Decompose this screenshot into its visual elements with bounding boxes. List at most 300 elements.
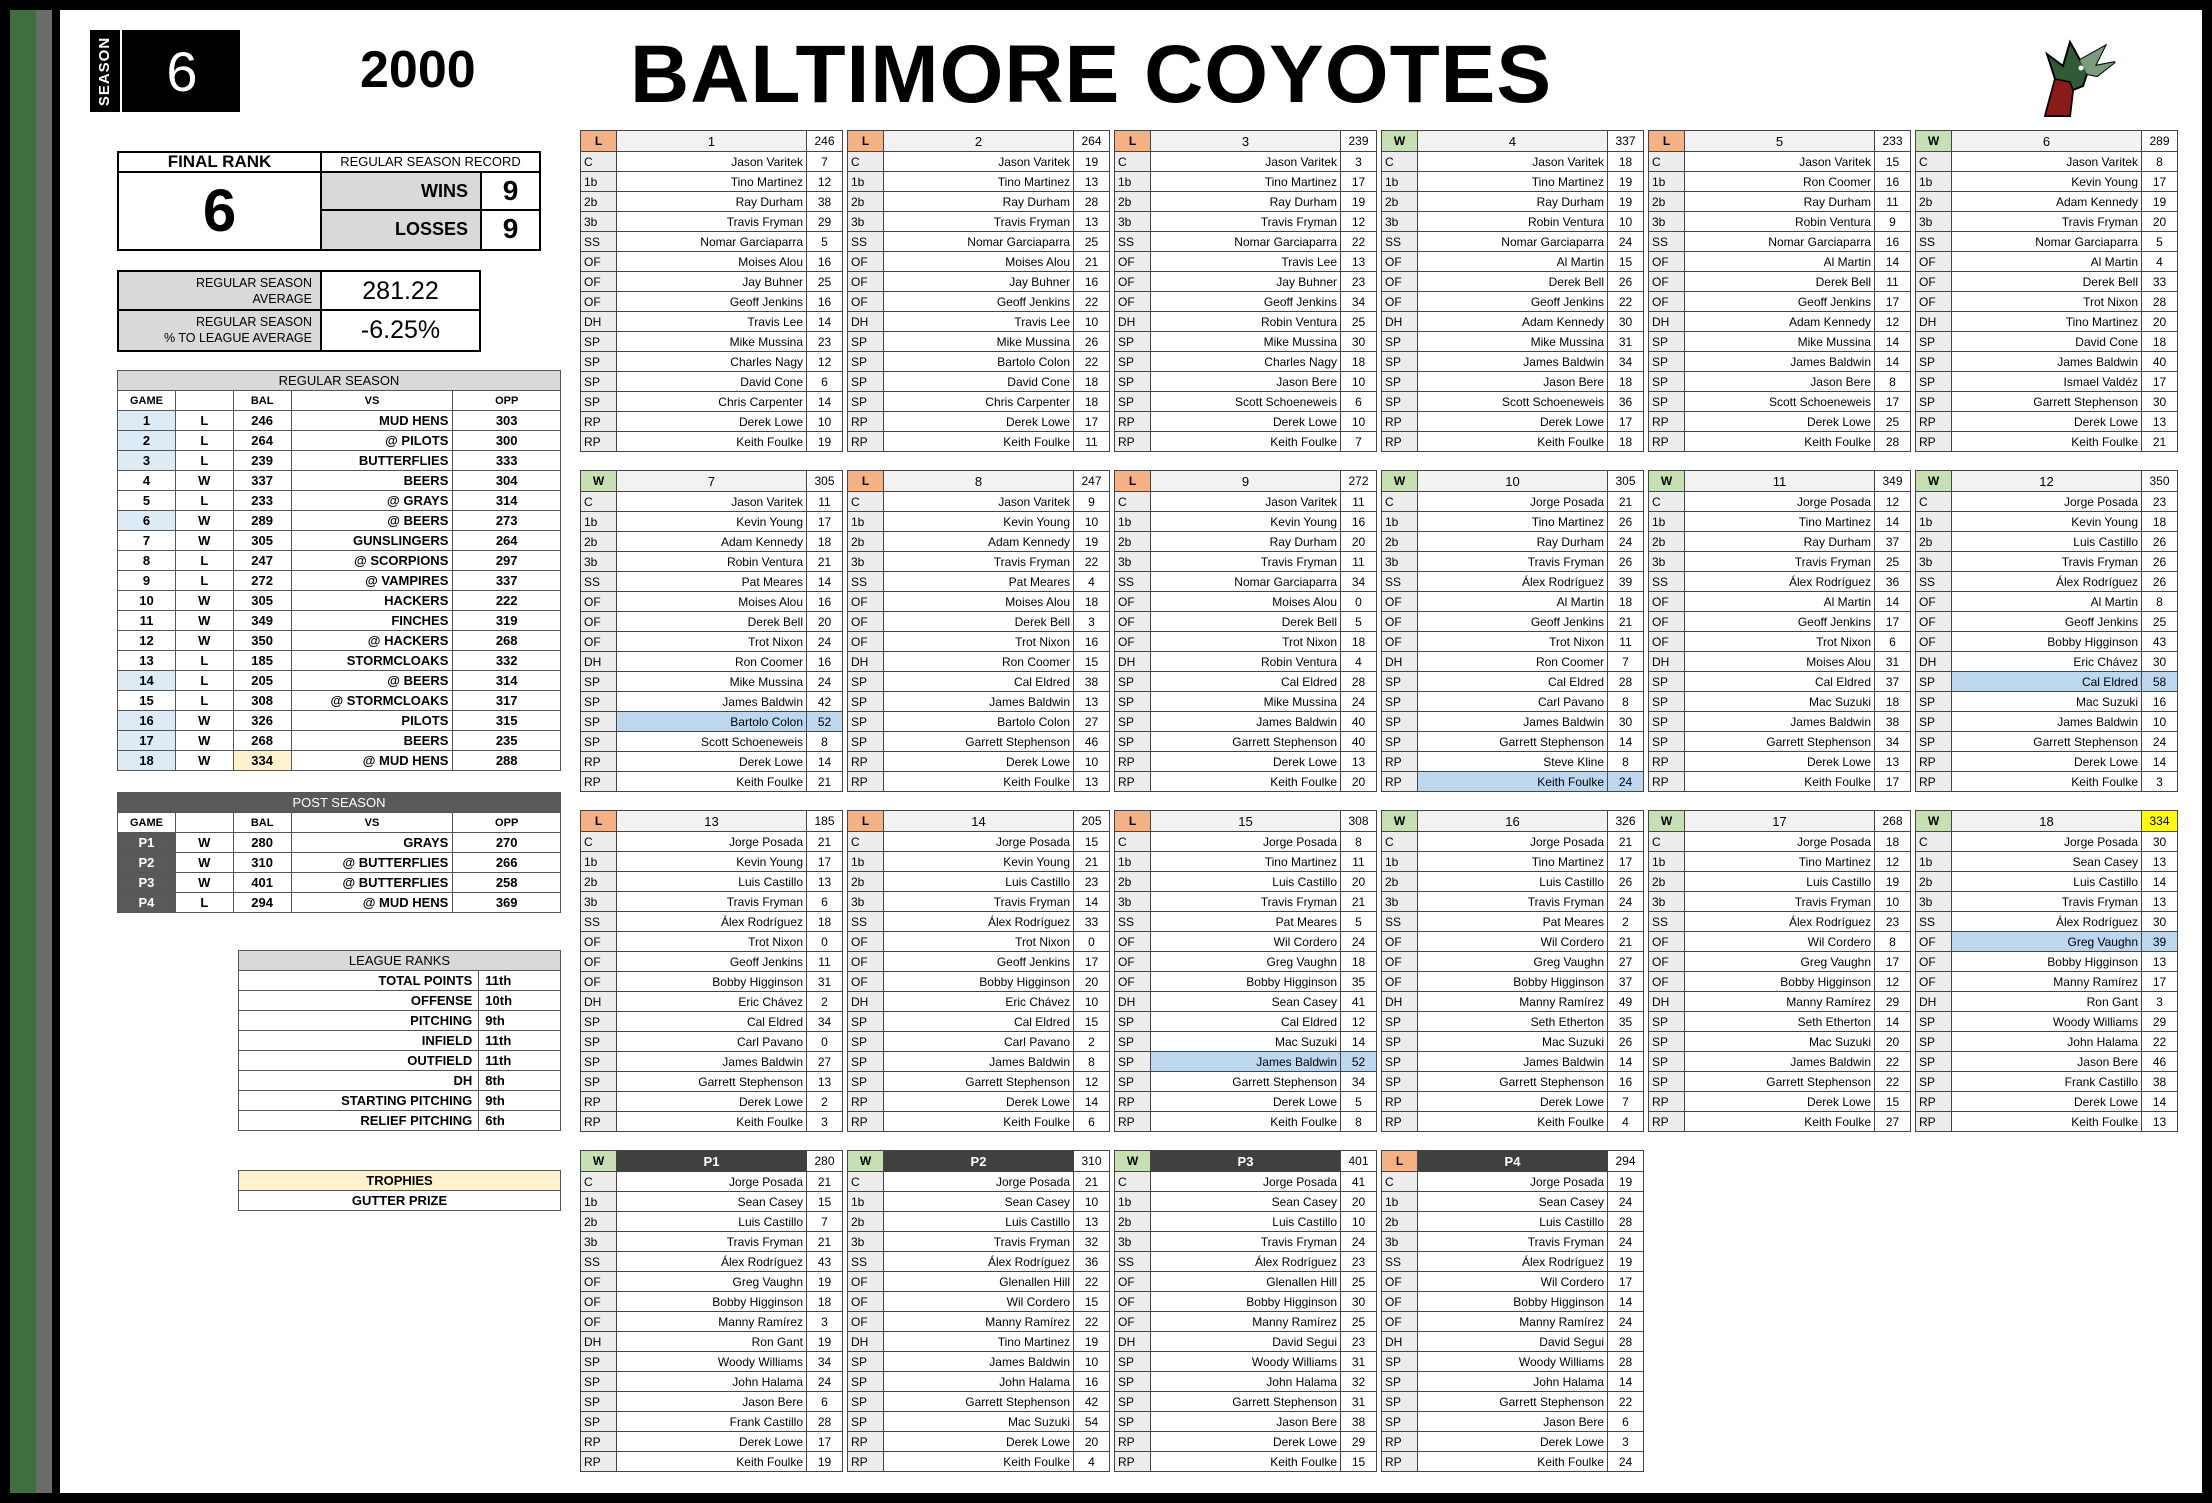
player-position: 3b: [1115, 892, 1151, 912]
player-name: Travis Fryman: [1418, 1232, 1608, 1252]
game-row: [118, 411, 561, 431]
week-score: 294: [1608, 1151, 1644, 1172]
lineup-row: [581, 892, 843, 912]
player-points: 22: [1875, 1072, 1911, 1092]
player-name: Luis Castillo: [617, 1212, 807, 1232]
player-points: 13: [1341, 752, 1377, 772]
game-result: W: [175, 591, 233, 611]
player-position: SS: [848, 912, 884, 932]
player-position: 3b: [1382, 552, 1418, 572]
player-points: 11: [807, 952, 843, 972]
player-points: 17: [1608, 1272, 1644, 1292]
lineup-row: [1382, 212, 1644, 232]
player-position: C: [1382, 152, 1418, 172]
player-name: Garrett Stephenson: [1685, 1072, 1875, 1092]
header-result: [175, 391, 233, 411]
player-points: 17: [1608, 412, 1644, 432]
player-position: SP: [1916, 392, 1952, 412]
game-row: [118, 451, 561, 471]
player-name: Mac Suzuki: [884, 1412, 1074, 1432]
player-name: Kevin Young: [1952, 512, 2142, 532]
lineup-row: [848, 1272, 1110, 1292]
game-result: L: [175, 451, 233, 471]
player-name: Greg Vaughn: [617, 1272, 807, 1292]
player-points: 18: [807, 1292, 843, 1312]
lineup-row: [1916, 152, 2178, 172]
week-lineup-18: [1915, 810, 2177, 1132]
week-header: [1649, 131, 1911, 152]
lineup-row: [1115, 532, 1377, 552]
week-score: 334: [2142, 811, 2178, 832]
player-name: Derek Lowe: [1151, 1092, 1341, 1112]
player-points: 14: [807, 752, 843, 772]
player-position: 1b: [1649, 512, 1685, 532]
player-name: Nomar Garciaparra: [1685, 232, 1875, 252]
lineup-row: [1382, 1112, 1644, 1132]
player-points: 5: [1341, 912, 1377, 932]
week-score: 310: [1074, 1151, 1110, 1172]
opp-score: 314: [453, 671, 561, 691]
player-points: 21: [1074, 1172, 1110, 1192]
player-position: DH: [1115, 312, 1151, 332]
lineup-row: [1382, 1212, 1644, 1232]
player-position: SP: [1115, 1372, 1151, 1392]
game-row: [118, 471, 561, 491]
lineup-row: [581, 692, 843, 712]
player-position: OF: [1916, 932, 1952, 952]
player-points: 0: [1341, 592, 1377, 612]
lineup-row: [581, 172, 843, 192]
lineup-row: [581, 852, 843, 872]
lineup-row: [1382, 732, 1644, 752]
player-position: SP: [1115, 352, 1151, 372]
lineup-row: [1115, 352, 1377, 372]
week-number: P3: [1151, 1151, 1341, 1172]
lineup-row: [581, 432, 843, 452]
player-position: RP: [848, 772, 884, 792]
player-name: Bartolo Colon: [884, 352, 1074, 372]
opp-score: 258: [453, 873, 561, 893]
player-name: John Halama: [884, 1372, 1074, 1392]
player-points: 13: [807, 872, 843, 892]
player-points: 13: [1875, 752, 1911, 772]
player-points: 14: [1608, 1292, 1644, 1312]
player-name: Jorge Posada: [1952, 492, 2142, 512]
player-name: Luis Castillo: [1151, 872, 1341, 892]
player-position: 2b: [581, 872, 617, 892]
player-points: 22: [2142, 1032, 2178, 1052]
opponent-name: @ MUD HENS: [291, 751, 453, 771]
player-name: Derek Lowe: [1151, 752, 1341, 772]
lineup-row: [581, 232, 843, 252]
player-position: SP: [1382, 1392, 1418, 1412]
lineup-row: [1115, 1332, 1377, 1352]
lineup-row: [1649, 612, 1911, 632]
player-position: OF: [1382, 932, 1418, 952]
player-name: Luis Castillo: [884, 872, 1074, 892]
player-points: 17: [1341, 172, 1377, 192]
player-name: Travis Lee: [1151, 252, 1341, 272]
player-name: James Baldwin: [1418, 1052, 1608, 1072]
player-points: 22: [1074, 1312, 1110, 1332]
game-number: 2: [118, 431, 176, 451]
player-position: OF: [1115, 1292, 1151, 1312]
player-points: 35: [1608, 1012, 1644, 1032]
player-points: 14: [1074, 892, 1110, 912]
player-points: 20: [1341, 532, 1377, 552]
lineup-row: [1916, 1072, 2178, 1092]
player-name: Kevin Young: [617, 512, 807, 532]
average-value: 281.22: [322, 272, 479, 311]
player-position: SP: [1382, 332, 1418, 352]
lineup-row: [1916, 512, 2178, 532]
lineup-row: [581, 1212, 843, 1232]
player-points: 8: [2142, 152, 2178, 172]
lineup-row: [1382, 1232, 1644, 1252]
lineup-row: [581, 312, 843, 332]
player-name: Travis Fryman: [617, 892, 807, 912]
player-name: Wil Cordero: [1418, 1272, 1608, 1292]
week-number: P1: [617, 1151, 807, 1172]
player-position: 2b: [581, 192, 617, 212]
player-position: DH: [1115, 992, 1151, 1012]
lineup-row: [1382, 392, 1644, 412]
lineup-row: [848, 972, 1110, 992]
player-name: Derek Lowe: [1418, 1432, 1608, 1452]
player-name: Bartolo Colon: [617, 712, 807, 732]
player-points: 28: [1608, 1352, 1644, 1372]
player-name: Seth Etherton: [1418, 1012, 1608, 1032]
opp-score: 315: [453, 711, 561, 731]
lineup-row: [581, 1292, 843, 1312]
lineup-row: [1115, 332, 1377, 352]
player-points: 3: [807, 1312, 843, 1332]
lineup-row: [1382, 192, 1644, 212]
player-position: RP: [581, 752, 617, 772]
player-points: 5: [2142, 232, 2178, 252]
player-name: Al Martin: [1418, 252, 1608, 272]
lineup-row: [1916, 852, 2178, 872]
player-name: Mike Mussina: [1418, 332, 1608, 352]
lineup-row: [1115, 512, 1377, 532]
lineup-row: [1916, 972, 2178, 992]
game-result: L: [175, 691, 233, 711]
player-name: Keith Foulke: [617, 772, 807, 792]
lineup-row: [848, 732, 1110, 752]
lineup-row: [1115, 972, 1377, 992]
player-points: 4: [1074, 1452, 1110, 1472]
game-row: [118, 591, 561, 611]
opponent-name: HACKERS: [291, 591, 453, 611]
player-position: RP: [581, 432, 617, 452]
player-points: 46: [1074, 732, 1110, 752]
player-name: Woody Williams: [1952, 1012, 2142, 1032]
lineup-row: [1382, 1032, 1644, 1052]
player-name: Álex Rodríguez: [884, 912, 1074, 932]
lineup-row: [1382, 1012, 1644, 1032]
player-points: 8: [807, 732, 843, 752]
player-position: SP: [1382, 672, 1418, 692]
lineup-row: [1649, 1072, 1911, 1092]
player-points: 30: [1608, 712, 1644, 732]
player-name: Nomar Garciaparra: [1952, 232, 2142, 252]
player-points: 21: [807, 552, 843, 572]
player-position: SP: [581, 1372, 617, 1392]
game-number: 9: [118, 571, 176, 591]
player-points: 24: [1608, 1232, 1644, 1252]
player-points: 13: [2142, 1112, 2178, 1132]
lineup-row: [1382, 1292, 1644, 1312]
player-position: SP: [1916, 1012, 1952, 1032]
player-position: SP: [1649, 332, 1685, 352]
player-name: Geoff Jenkins: [1418, 292, 1608, 312]
player-position: SP: [1916, 1032, 1952, 1052]
lineup-row: [848, 1392, 1110, 1412]
player-points: 24: [807, 672, 843, 692]
player-name: Luis Castillo: [1151, 1212, 1341, 1232]
lineup-row: [1115, 212, 1377, 232]
player-points: 26: [1608, 1032, 1644, 1052]
player-position: DH: [1916, 992, 1952, 1012]
player-name: Travis Fryman: [1685, 552, 1875, 572]
player-position: SP: [1916, 352, 1952, 372]
player-name: Derek Lowe: [617, 412, 807, 432]
week-score: 246: [807, 131, 843, 152]
player-points: 11: [1341, 552, 1377, 572]
player-position: 3b: [1649, 892, 1685, 912]
lineup-row: [848, 492, 1110, 512]
lineup-row: [1916, 332, 2178, 352]
week-result: W: [848, 1151, 884, 1172]
player-points: 26: [2142, 572, 2178, 592]
opponent-name: @ VAMPIRES: [291, 571, 453, 591]
lineup-row: [1382, 412, 1644, 432]
player-position: 2b: [1916, 192, 1952, 212]
player-points: 19: [1074, 152, 1110, 172]
week-number: 8: [884, 471, 1074, 492]
lineup-row: [1649, 1112, 1911, 1132]
opponent-name: BUTTERFLIES: [291, 451, 453, 471]
bal-score: 326: [233, 711, 291, 731]
week-number: 7: [617, 471, 807, 492]
player-position: SP: [848, 1352, 884, 1372]
player-name: Mike Mussina: [884, 332, 1074, 352]
player-position: C: [848, 152, 884, 172]
player-position: SP: [1115, 332, 1151, 352]
player-points: 14: [2142, 752, 2178, 772]
lineup-row: [1382, 152, 1644, 172]
week-lineup-15: [1114, 810, 1376, 1132]
player-name: James Baldwin: [884, 1052, 1074, 1072]
player-position: SP: [848, 1012, 884, 1032]
player-name: Scott Schoeneweis: [617, 732, 807, 752]
lineup-row: [1649, 292, 1911, 312]
lineup-row: [1115, 752, 1377, 772]
player-name: Keith Foulke: [1685, 1112, 1875, 1132]
lineup-row: [848, 652, 1110, 672]
player-name: Cal Eldred: [1418, 672, 1608, 692]
average-box: [117, 270, 481, 352]
player-name: Jorge Posada: [617, 1172, 807, 1192]
week-lineup-16: [1381, 810, 1643, 1132]
player-points: 5: [1341, 612, 1377, 632]
week-result: W: [1382, 811, 1418, 832]
player-name: Álex Rodríguez: [1418, 572, 1608, 592]
player-name: Frank Castillo: [617, 1412, 807, 1432]
player-position: OF: [1649, 932, 1685, 952]
player-position: RP: [1649, 432, 1685, 452]
game-number: P3: [118, 873, 176, 893]
week-score: 185: [807, 811, 843, 832]
player-position: SP: [1115, 672, 1151, 692]
player-points: 18: [1074, 592, 1110, 612]
player-position: 1b: [1382, 852, 1418, 872]
lineup-row: [1916, 892, 2178, 912]
week-score: 305: [1608, 471, 1644, 492]
game-row: [118, 833, 561, 853]
lineup-row: [1649, 712, 1911, 732]
player-position: 2b: [848, 532, 884, 552]
lineup-row: [1382, 892, 1644, 912]
lineup-row: [1649, 1032, 1911, 1052]
player-position: OF: [1382, 1312, 1418, 1332]
lineup-row: [1916, 692, 2178, 712]
lineup-row: [1382, 952, 1644, 972]
lineup-row: [1382, 1392, 1644, 1412]
rank-row: [239, 971, 561, 991]
player-position: SP: [848, 372, 884, 392]
player-points: 34: [1341, 1072, 1377, 1092]
lineup-row: [1382, 832, 1644, 852]
player-name: Robin Ventura: [617, 552, 807, 572]
player-position: SS: [1115, 572, 1151, 592]
player-position: 3b: [1916, 892, 1952, 912]
player-points: 18: [1341, 632, 1377, 652]
player-points: 19: [1608, 192, 1644, 212]
player-points: 9: [1875, 212, 1911, 232]
player-position: SP: [848, 692, 884, 712]
player-points: 26: [1608, 512, 1644, 532]
week-header: [848, 131, 1110, 152]
player-position: 2b: [1382, 192, 1418, 212]
player-points: 11: [807, 492, 843, 512]
week-header: [1916, 471, 2178, 492]
player-points: 3: [1608, 1432, 1644, 1452]
player-position: C: [1115, 152, 1151, 172]
player-position: 3b: [1649, 212, 1685, 232]
player-position: RP: [1382, 432, 1418, 452]
lineup-row: [1115, 552, 1377, 572]
lineup-row: [1115, 1312, 1377, 1332]
player-points: 14: [1875, 512, 1911, 532]
game-row: [118, 531, 561, 551]
lineup-row: [581, 1112, 843, 1132]
week-number: 11: [1685, 471, 1875, 492]
week-lineup-7: [580, 470, 842, 792]
player-points: 54: [1074, 1412, 1110, 1432]
player-points: 14: [1875, 352, 1911, 372]
week-score: 401: [1341, 1151, 1377, 1172]
player-position: RP: [1115, 1112, 1151, 1132]
week-result: W: [1649, 471, 1685, 492]
lineup-row: [1382, 1272, 1644, 1292]
player-position: SP: [1115, 1012, 1151, 1032]
player-name: Garrett Stephenson: [1418, 1072, 1608, 1092]
player-position: SP: [1382, 1372, 1418, 1392]
player-name: Jorge Posada: [617, 832, 807, 852]
player-points: 14: [1875, 332, 1911, 352]
game-row: [118, 873, 561, 893]
player-points: 41: [1341, 1172, 1377, 1192]
lineup-row: [1382, 972, 1644, 992]
wins-label: WINS: [322, 173, 482, 211]
player-position: 2b: [1649, 872, 1685, 892]
player-position: OF: [848, 592, 884, 612]
player-points: 18: [1608, 372, 1644, 392]
player-name: Geoff Jenkins: [1952, 612, 2142, 632]
player-name: James Baldwin: [1685, 712, 1875, 732]
player-position: SP: [581, 1412, 617, 1432]
lineup-row: [1115, 1432, 1377, 1452]
week-score: 239: [1341, 131, 1377, 152]
player-points: 16: [1074, 272, 1110, 292]
player-points: 16: [1608, 1072, 1644, 1092]
player-position: OF: [1649, 952, 1685, 972]
player-points: 42: [1074, 1392, 1110, 1412]
player-position: SS: [1382, 572, 1418, 592]
bal-score: 401: [233, 873, 291, 893]
player-points: 11: [1341, 852, 1377, 872]
player-name: Travis Fryman: [1952, 552, 2142, 572]
player-name: Al Martin: [1952, 592, 2142, 612]
player-position: 1b: [1115, 512, 1151, 532]
player-name: Geoff Jenkins: [1685, 612, 1875, 632]
player-points: 26: [1608, 552, 1644, 572]
player-points: 38: [2142, 1072, 2178, 1092]
lineup-row: [581, 932, 843, 952]
player-points: 7: [1608, 1092, 1644, 1112]
player-points: 14: [1875, 1012, 1911, 1032]
player-points: 6: [807, 1392, 843, 1412]
player-points: 2: [807, 1092, 843, 1112]
player-points: 10: [1341, 1212, 1377, 1232]
player-name: Moises Alou: [617, 592, 807, 612]
lineup-row: [848, 712, 1110, 732]
opponent-name: @ BEERS: [291, 671, 453, 691]
player-position: 2b: [848, 872, 884, 892]
game-number: 12: [118, 631, 176, 651]
player-name: Ray Durham: [884, 192, 1074, 212]
opponent-name: BEERS: [291, 731, 453, 751]
player-name: Moises Alou: [617, 252, 807, 272]
game-row: [118, 893, 561, 913]
opp-score: 297: [453, 551, 561, 571]
player-points: 4: [1608, 1112, 1644, 1132]
lineup-row: [848, 1412, 1110, 1432]
list-header-row: [118, 813, 561, 833]
player-position: 1b: [1916, 852, 1952, 872]
lineup-row: [1382, 252, 1644, 272]
lineup-row: [1649, 312, 1911, 332]
player-name: Greg Vaughn: [1418, 952, 1608, 972]
player-points: 10: [2142, 712, 2178, 732]
player-name: Woody Williams: [1151, 1352, 1341, 1372]
header-game: GAME: [118, 391, 176, 411]
player-name: Bobby Higginson: [1685, 972, 1875, 992]
game-number: 7: [118, 531, 176, 551]
player-name: Mike Mussina: [617, 332, 807, 352]
player-points: 38: [1074, 672, 1110, 692]
